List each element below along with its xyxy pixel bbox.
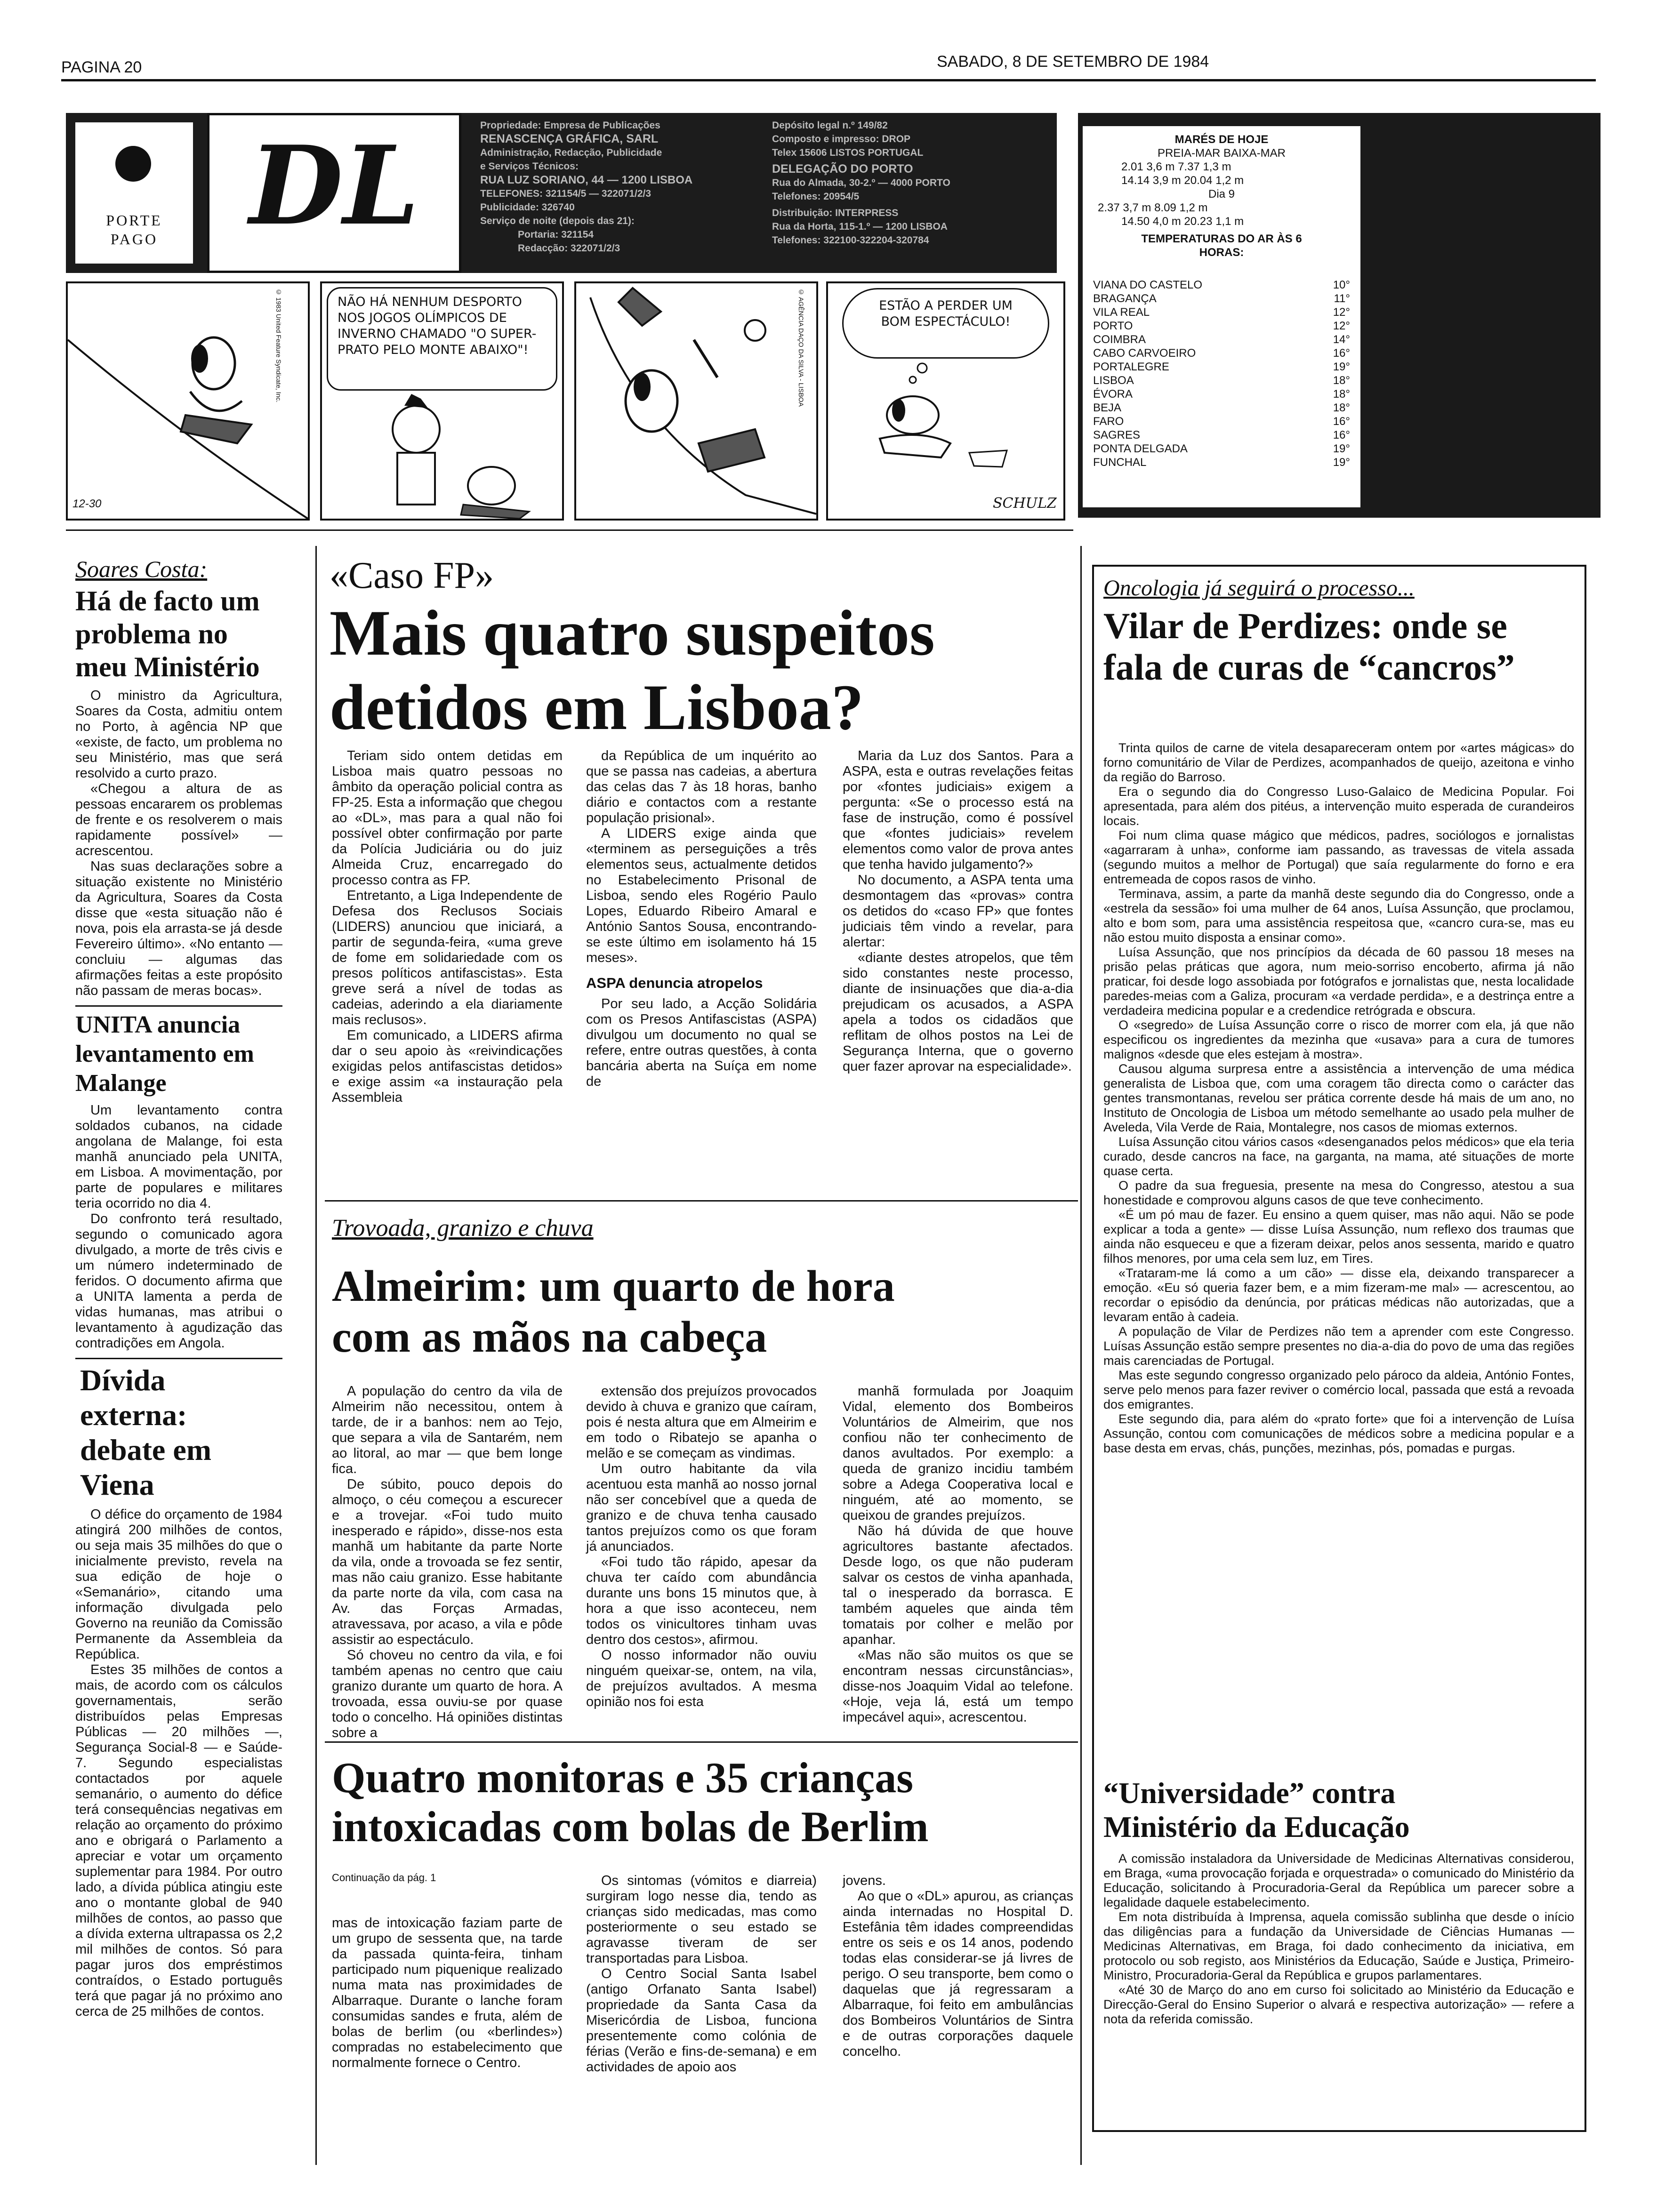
comic-agency: © AGÊNCIA DAÇO DA SILVA - LISBOA [797,288,805,407]
paragraph: Maria da Luz dos Santos. Para a ASPA, esta e outras revelações feitas por «fontes judiciais» exigem a pergunta: «Se o processo está na fase de instrução, como é possível que «fontes judiciais» revelem elementos como valor de prova antes que tenha havido julgamento?» [843,748,1073,872]
almeirim-col1 [332,1384,563,1741]
temp-row: PORTALEGRE 19° [1093,361,1350,373]
temp-row: SAGRES 16° [1093,429,1350,441]
section-rule [325,1741,1078,1743]
paragraph: Causou alguma surpresa entre a assistência a intervenção de uma médica generalista de Lisboa que, com uma coragem tão directa como o carácter das gentes transmontanas, revelou ser prática corrente desde há mais de um ano, no Instituto de Oncologia de Lisboa um método semelhante ao usado pela mulher de Aveleda, Vila Verde de Raia, Montalegre, nos casos de miomas externos. [1103,1062,1574,1134]
info-line: Telefones: 322100-322204-320784 [772,235,929,246]
speech-balloon [327,287,557,391]
paragraph: Só choveu no centro da vila, e foi também apenas no centro que caiu granizo durante um quarto de hora. A trovoada, essa ouviu-se por quase todo o concelho. Há opiniões distintas sobre a [332,1648,563,1740]
tide-row: 14.14 3,9 m 20.04 1,2 m [1121,174,1244,187]
info-line: DELEGAÇÃO DO PORTO [772,162,913,176]
logo-box [207,113,461,273]
paragraph: «Até 30 de Março do ano em curso foi solicitado ao Ministério da Educação e Direcção-Geral do Ensino Superior o alvará e respectiva autorização» — refere a nota da referida comissão. [1103,1983,1574,2026]
info-line: Portaria: 321154 [518,229,594,240]
paragraph: A comissão instaladora da Universidade de Medicinas Alternativas considerou, em Braga, «uma provocação forjada e orquestrada» o comunicado do Ministério da Educação, solicitando à Procuradoria-Geral da República um parecer sobre a legalidade daquele estabelecimento. [1103,1851,1574,1909]
comic-panel-3 [574,281,818,521]
temp-row: ÉVORA 18° [1093,388,1350,401]
casofp-col2 [586,748,817,1090]
temp-row: VILA REAL 12° [1093,306,1350,319]
casofp-subhead: ASPA denuncia atropelos [586,975,763,991]
comic-panel-4 [826,281,1065,521]
header-rule [61,79,1596,81]
paragraph: Estes 35 milhões de contos a mais, de acordo com os cálculos governamentais, serão distribuídos pelas Empresas Públicas — 20 milhões —, Segurança Social-8 — e Saúde-7. Segundo especialistas contactados por aquele semanário, o aumento do défice terá consequências negativas em relação ao orçamento do próximo ano e obrigará o Parlamento a apreciar e votar um orçamento suplementar para 1984. Por outro lado, a dívida pública atingiu este ano o montante global de 940 milhões de contos, ao passo que a dívida externa ultrapassa os 2,2 mil milhões de contos. Só para pagar juros dos empréstimos contraídos, o Estado português terá que pagar já no próximo ano cerca de 25 milhões de contos. [75,1662,282,2019]
info-line: Rua do Almada, 30-2.º — 4000 PORTO [772,177,950,188]
paragraph: «Foi tudo tão rápido, apesar da chuva ter caído com abundância durante uns bons 15 minutos que, à hora a que isso aconteceu, nem todos os vinicultores tinham uvas dentro dos cestos», afirmou. [586,1555,817,1647]
info-line: Publicidade: 326740 [480,202,575,213]
info-line: Administração, Redacção, Publicidade [480,147,662,158]
porte-pago-box [75,122,193,264]
monitoras-col1 [332,1915,563,2071]
almeirim-kicker: Trovoada, granizo e chuva [332,1215,594,1242]
info-line: Rua da Horta, 115-1.º — 1200 LISBOA [772,221,948,232]
tide-row: 2.37 3,7 m 8.09 1,2 m [1098,201,1208,214]
section-rule [66,529,1073,531]
divida-body [75,1507,282,2020]
casofp-headline: Mais quatro suspeitos detidos em Lisboa? [330,597,935,743]
tide-row: 14.50 4,0 m 20.23 1,1 m [1121,215,1244,228]
temp-row: LISBOA 18° [1093,374,1350,387]
porte-label: PORTE [106,212,162,229]
monitoras-headline: Quatro monitoras e 35 crianças intoxicadas com bolas de Berlim [332,1754,929,1851]
comic-panel-2 [320,281,564,521]
paragraph: O défice do orçamento de 1984 atingirá 200 milhões de contos, ou seja mais 35 milhões do que o inicialmente previsto, revela na sua edição de hoje o «Semanário», citando uma informação divulgada pelo Governo na reunião da Comissão Permanente da Assembleia da República. [75,1507,282,1662]
casofp-col1 [332,748,563,1106]
unita-body [75,1103,282,1351]
tide-row: 2.01 3,6 m 7.37 1,3 m [1121,160,1231,173]
paragraph: Trinta quilos de carne de vitela desapareceram ontem por «artes mágicas» do forno comunitário de Vilar de Perdizes, acompanhados de queijo, azeitona e vinho da região do Barroso. [1103,741,1574,784]
almeirim-col2 [586,1384,817,1710]
paragraph: O Centro Social Santa Isabel (antigo Orfanato Santa Isabel) propriedade da Santa Casa da Misericórdia de Lisboa, funciona presentemente como colónia de férias (Verão e fins-de-semana) e em actividades de apoio aos [586,1966,817,2075]
unita-headline: UNITA anuncia levantamento em Malange [75,1011,254,1097]
casofp-col3 [843,748,1073,1074]
paragraph: Luísa Assunção citou vários casos «desenganados pelos médicos» que ela teria curado, desde cancros na face, na garganta, na mama, até situações de morte quase certa. [1103,1135,1574,1178]
continuation-note: Continuação da pág. 1 [332,1872,436,1883]
tides-title: MARÉS DE HOJE [1174,133,1269,146]
tides-sub: PREIA-MAR BAIXA-MAR [1157,147,1286,160]
paragraph: Um outro habitante da vila acentuou esta manhã ao nosso jornal não ser concebível que a queda de granizo e de chuva tenha causado tantos prejuízos como os que foram já anunciados. [586,1461,817,1554]
paragraph: Entretanto, a Liga Independente de Defesa dos Reclusos Sociais (LIDERS) anunciou que iniciará, a partir de segunda-feira, «uma greve de fome em solidariedade com os presos políticos antifascistas». Esta greve será a nível de todas as cadeias, aderindo a ela diariamente mais reclusos». [332,888,563,1027]
divida-headline: Dívida externa: debate em Viena [80,1363,212,1501]
paragraph: «Mas não são muitos os que se encontram nessas circunstâncias», disse-nos Joaquim Vidal ao telefone. «Hoje, veja lá, está um tempo impecável aqui», acrescentou. [843,1648,1073,1725]
paragraph: Um levantamento contra soldados cubanos, na cidade angolana de Malange, foi esta manhã anunciado pela UNITA, em Lisboa. A movimentação, por parte de populares e militares teria ocorrido no dia 4. [75,1103,282,1211]
masthead-info-right [772,119,1045,247]
info-line: Composto e impresso: DROP [772,134,911,144]
masthead-info-left [480,119,744,255]
casofp-article [330,555,1069,745]
paragraph: A LIDERS exige ainda que «terminem as perseguições a três elementos seus, actualmente detidos no Estabelecimento Prisonal de Lisboa, sendo eles Rogério Paulo Lopes, Eduardo Ribeiro Amaral e António Santos Sousa, encontrando-se este último em isolamento há 15 meses». [586,826,817,965]
comic-signature: SCHULZ [993,495,1057,512]
paragraph: O nosso informador não ouviu ninguém queixar-se, ontem, na vila, de prejuízos avultados. A mesma opinião nos foi esta [586,1648,817,1709]
pago-label: PAGO [110,231,158,248]
charlie-brown-icon [322,392,562,519]
temp-row: VIANA DO CASTELO 10° [1093,279,1350,291]
info-line: RENASCENÇA GRÁFICA, SARL [480,132,659,145]
comic-panel-1 [66,281,310,521]
paragraph: Teriam sido ontem detidas em Lisboa mais quatro pessoas no âmbito da operação policial contra as FP-25. Esta a informação que chegou ao «DL», mas para a qual não foi possível obter confirmação por parte da Polícia Judiciária ou do juiz Almeida Cruz, encarregado do processo contra as FP. [332,748,563,888]
paragraph: A população do centro da vila de Almeirim não necessitou, ontem à tarde, de ir a banhos: nem ao Tejo, que separa a vila de Santarém, nem ao litoral, ao mar — que bem longe fica. [332,1384,563,1476]
paragraph: Os sintomas (vómitos e diarreia) surgiram logo nesse dia, tendo as crianças sido medicadas, mas como posteriormente o seu estado se agravasse tiveram de ser transportadas para Lisboa. [586,1873,817,1966]
info-line: Telefones: 20954/5 [772,191,860,202]
almeirim-col3 [843,1384,1073,1725]
paragraph: Terminava, assim, a parte da manhã deste segundo dia do Congresso, onde a «estrela da sessão» foi uma mulher de 64 anos, Luísa Assunção, que proclamou, alto e bom som, para uma assistência respeitosa que, «cancro cura-se, mas eu não estou muito disposta a ensinar como». [1103,887,1574,945]
paragraph: «É um pó mau de fazer. Eu ensino a quem quiser, mas não aqui. Não se pode explicar a toda a gente» — disse Luísa Assunção, num reflexo dos traumas que ainda não esqueceu e que a fizeram deixar, pelos anos sessenta, marido e quatro filhos menores, por uma cela sem luz, em Tires. [1103,1208,1574,1266]
paragraph: Ao que o «DL» apurou, as crianças ainda internadas no Hospital D. Estefânia têm idades compreendidas entre os seis e os 14 anos, podendo todas elas considerar-se já livres de perigo. O seu transporte, bem como o daquelas que já regressaram a Albarraque, foi feito em ambulâncias dos Bombeiros Voluntários de Sintra e de outras corporações daquele concelho. [843,1889,1073,2059]
paragraph: Não há dúvida de que houve agricultores bastante afectados. Desde logo, os que não puderam salvar os cestos de vinha apanhada, tal o inesperado da borrasca. E também aqueles que ainda têm tomatais por colher e melão por apanhar. [843,1523,1073,1647]
temp-row: CABO CARVOEIRO 16° [1093,347,1350,360]
paragraph: O padre da sua freguesia, presente na mesa do Congresso, atestou a sua honestidade e comprovou alguns casos de que teve conhecimento. [1103,1178,1574,1207]
temp-row: BEJA 18° [1093,401,1350,414]
info-line: TELEFONES: 321154/5 — 322071/2/3 [480,188,652,199]
paragraph: Do confronto terá resultado, segundo o comunicado agora divulgado, a morte de três civis e um número indeterminado de feridos. O documento afirma que a UNITA lamenta a perda de vidas humanas, mas atribui o levantamento à agudização das contradições em Angola. [75,1211,282,1351]
paragraph: «Chegou a altura de as pessoas encararem os problemas de frente e os resolverem o mais rapidamente possível» — acrescentou. [75,781,282,858]
weather-panel [1083,126,1360,507]
monitoras-article [332,1753,1071,1884]
vilar-kicker: Oncologia já seguirá o processo... [1103,576,1415,601]
divider [75,1005,282,1007]
paragraph: Era o segundo dia do Congresso Luso-Galaico de Medicina Popular. Foi apresentada, para além dos pitéus, a intervenção muito esperada de curandeiros locais. [1103,785,1574,828]
vilar-body [1103,741,1574,1456]
info-line: Propriedade: Empresa de Publicações [480,120,660,131]
divider [75,1358,282,1359]
tide-row: Dia 9 [1208,188,1235,200]
universidade-headline: “Universidade” contra Ministério da Educação [1103,1776,1410,1843]
snoopy-sled-icon [68,283,308,519]
comic-copyright: © 1983 United Feature Syndicate, Inc. [275,288,282,403]
vilar-headline: Vilar de Perdizes: onde se fala de curas de “cancros” [1103,605,1515,688]
page-number: PAGINA 20 [61,58,142,76]
monitoras-col3 [843,1873,1073,2060]
balloon-text: ESTÃO A PERDER UM BOM ESPECTÁCULO! [879,298,1013,329]
paragraph: manhã formulada por Joaquim Vidal, elemento dos Bombeiros Voluntários de Almeirim, que nos confiou não ter conhecimento de danos avultados. Por exemplo: a queda de granizo incidiu também sobre a Adega Cooperativa local e ninguém, até ao momento, se queixou de grandes prejuízos. [843,1384,1073,1523]
paragraph: Este segundo dia, para além do «prato forte» que foi a intervenção de Luísa Assunção, contou com comunicações de médicos sobre a medicina popular e a base desta em ervas, chás, punções, mezinhas, pós, pomadas e purgas. [1103,1412,1574,1455]
paragraph: da República de um inquérito ao que se passa nas cadeias, a abertura das celas das 7 às 18 horas, banho diário e contactos com a restante população prisional». [586,748,817,825]
snoopy-tumble-icon [576,283,816,519]
soares-headline: Há de facto um problema no meu Ministério [75,585,260,682]
temp-row: BRAGANÇA 11° [1093,292,1350,305]
paragraph: jovens. [843,1873,886,1888]
info-line: Distribuição: INTERPRESS [772,208,899,218]
paragraph: Nas suas declarações sobre a situação existente no Ministério da Agricultura, Soares da Costa disse que «esta situação não é nova, pois ela arrasta-se já desde Fevereiro último». «No entanto — concluiu — algumas das afirmações feitas a este propósito não passam de meras bocas». [75,859,282,998]
paragraph: No documento, a ASPA tenta uma desmontagem das «provas» contra os detidos do «caso FP» que fontes judiciais têm vindo a revelar, para alertar: [843,873,1073,950]
universidade-body [1103,1851,1574,2027]
temp-row: COIMBRA 14° [1093,333,1350,346]
column-rule [1080,546,1082,2165]
info-line: Serviço de noite (depois das 21): [480,216,635,226]
paragraph: O «segredo» de Luísa Assunção corre o risco de morrer com ela, já que não especificou os ingredientes da mezinha que «usava» para a cura de tumores malignos «desde que eles estejam à mostra». [1103,1018,1574,1061]
temp-list [1093,278,1350,469]
paragraph: Foi num clima quase mágico que médicos, padres, sociólogos e jornalistas «agarraram à unha», conforme iam passando, as travessas de vitela assada (segundo muitos a melhor de Portugal) que saía regularmente do forno e era entremeada de copos rasos de vinho. [1103,828,1574,886]
info-line: e Serviços Técnicos: [480,161,579,172]
info-line: Redacção: 322071/2/3 [518,243,620,254]
vilar-box [1092,565,1586,2132]
temp-title: TEMPERATURAS DO AR ÀS 6 HORAS: [1141,232,1302,259]
paragraph: Por seu lado, a Acção Solidária com os Presos Antifascistas (ASPA) divulgou um documento no qual se refere, entre outras questões, à conta bancária aberta na Suíça em nome de [586,996,817,1089]
page-date: SABADO, 8 DE SETEMBRO DE 1984 [937,53,1209,71]
casofp-kicker: «Caso FP» [330,555,494,596]
column-rule [315,546,317,2165]
paragraph: Em nota distribuída à Imprensa, aquela comissão sublinha que desde o início das diligências para a fundação da Universidade de Ciências Humanas — Medicinas Alternativas, em Braga, foi dado conhecimento da iniciativa, em protocolo ou sob registo, aos Ministérios da Educação, Saúde e Justiça, Primeiro-Ministro, Procuradoria-Geral da República e grupos parlamentares. [1103,1910,1574,1982]
paragraph: A população de Vilar de Perdizes não tem a aprender com este Congresso. Luísas Assunção estão sempre presentes no dia-a-dia do povo de uma das regiões mais carenciadas de Portugal. [1103,1324,1574,1368]
left-column [75,555,282,2020]
info-line: RUA LUZ SORIANO, 44 — 1200 LISBOA [480,174,693,186]
section-rule [325,1200,1078,1202]
thought-balloon [842,288,1049,359]
snoopy-resting-icon [828,359,1063,519]
info-line: Telex 15606 LISTOS PORTUGAL [772,147,924,158]
soares-kicker: Soares Costa: [75,556,208,582]
temp-row: FARO 16° [1093,415,1350,428]
weather-box [1078,113,1601,518]
paragraph: De súbito, pouco depois do almoço, o céu começou a escurecer e a trovejar. «Foi tudo muito inesperado e rápido», disse-nos esta manhã um habitante da parte Norte da vila, onde a trovoada se fez sentir, mas não caiu granizo. Esse habitante da parte norte da vila, com casa na Av. das Forças Armadas, atravessava, por acaso, a vila e pôde assistir ao espectáculo. [332,1477,563,1647]
emblem-icon [115,146,151,182]
paragraph: «diante destes atropelos, que têm sido constantes neste processo, diante de insinuações que dia-a-dia prejudicam os acusados, a ASPA apela a todos os cidadãos que reflitam de olhos postos na Lei de Segurança Interna, que o governo quer fazer aprovar na especialidade». [843,950,1073,1074]
balloon-text: NÃO HÁ NENHUM DESPORTO NOS JOGOS OLÍMPICOS DE INVERNO CHAMADO "O SUPER-PRATO PELO MONTE ABAIXO"! [338,295,537,357]
monitoras-col2 [586,1873,817,2075]
masthead [66,113,1057,273]
paragraph: extensão dos prejuízos provocados devido à chuva e granizo que caíram, pois é nesta altura que em Almeirim e em todo o Ribatejo se apanha o melão e se começam as vindimas. [586,1384,817,1461]
comic-date-code: 12-30 [72,497,102,510]
paragraph: mas de intoxicação faziam parte de um grupo de sessenta que, na tarde da passada quinta-feira, tinham participado num piquenique realizado numa mata nas proximidades de Albarraque. Durante o lanche foram consumidas sandes e fruta, além de bolas de berlim (ou «berlindes») compradas no estabelecimento que normalmente fornece o Centro. [332,1915,563,2070]
paragraph: Mas este segundo congresso organizado pelo pároco da aldeia, António Fontes, serve pelo menos para fazer reviver o comércio local, passada que está a revoada dos emigrantes. [1103,1368,1574,1411]
info-line: Depósito legal n.º 149/82 [772,120,888,131]
paragraph: Luísa Assunção, que nos princípios da década de 60 passou 18 meses na prisão pelas práticas que agora, num meio-sorriso encoberto, afirma já não praticar, foi desde logo assobiada por fotógrafos e jornalistas que, nesta localidade paredes-meias com a Galiza, procuram «a verdade perdida», e a destrinça entre a verdadeira medicina popular e a credendice retrógrada e obscura. [1103,945,1574,1018]
temp-row: FUNCHAL 19° [1093,456,1350,469]
logo: DL [249,122,419,249]
almeirim-article [332,1214,1071,1362]
temp-row: PORTO 12° [1093,320,1350,332]
temp-row: PONTA DELGADA 19° [1093,442,1350,455]
paragraph: O ministro da Agricultura, Soares da Costa, admitiu ontem no Porto, à agência NP que «existe, de facto, um problema no seu Ministério, mas que será resolvido a curto prazo. [75,688,282,781]
paragraph: «Trataram-me lá como a um cão» — disse ela, deixando transparecer a emoção. «Eu só queria fazer bem, e a mim fizeram-me mal» — acrescentou, ao recordar o episódio da denúncia, por práticas médicas não autorizadas, que a levaram então à cadeia. [1103,1266,1574,1324]
soares-body [75,688,282,999]
almeirim-headline: Almeirim: um quarto de hora com as mãos na cabeça [332,1262,895,1362]
paragraph: Em comunicado, a LIDERS afirma dar o seu apoio às «reivindicações exigidas pelos antifascistas detidos» e exige assim «a instauração pela Assembleia [332,1028,563,1105]
